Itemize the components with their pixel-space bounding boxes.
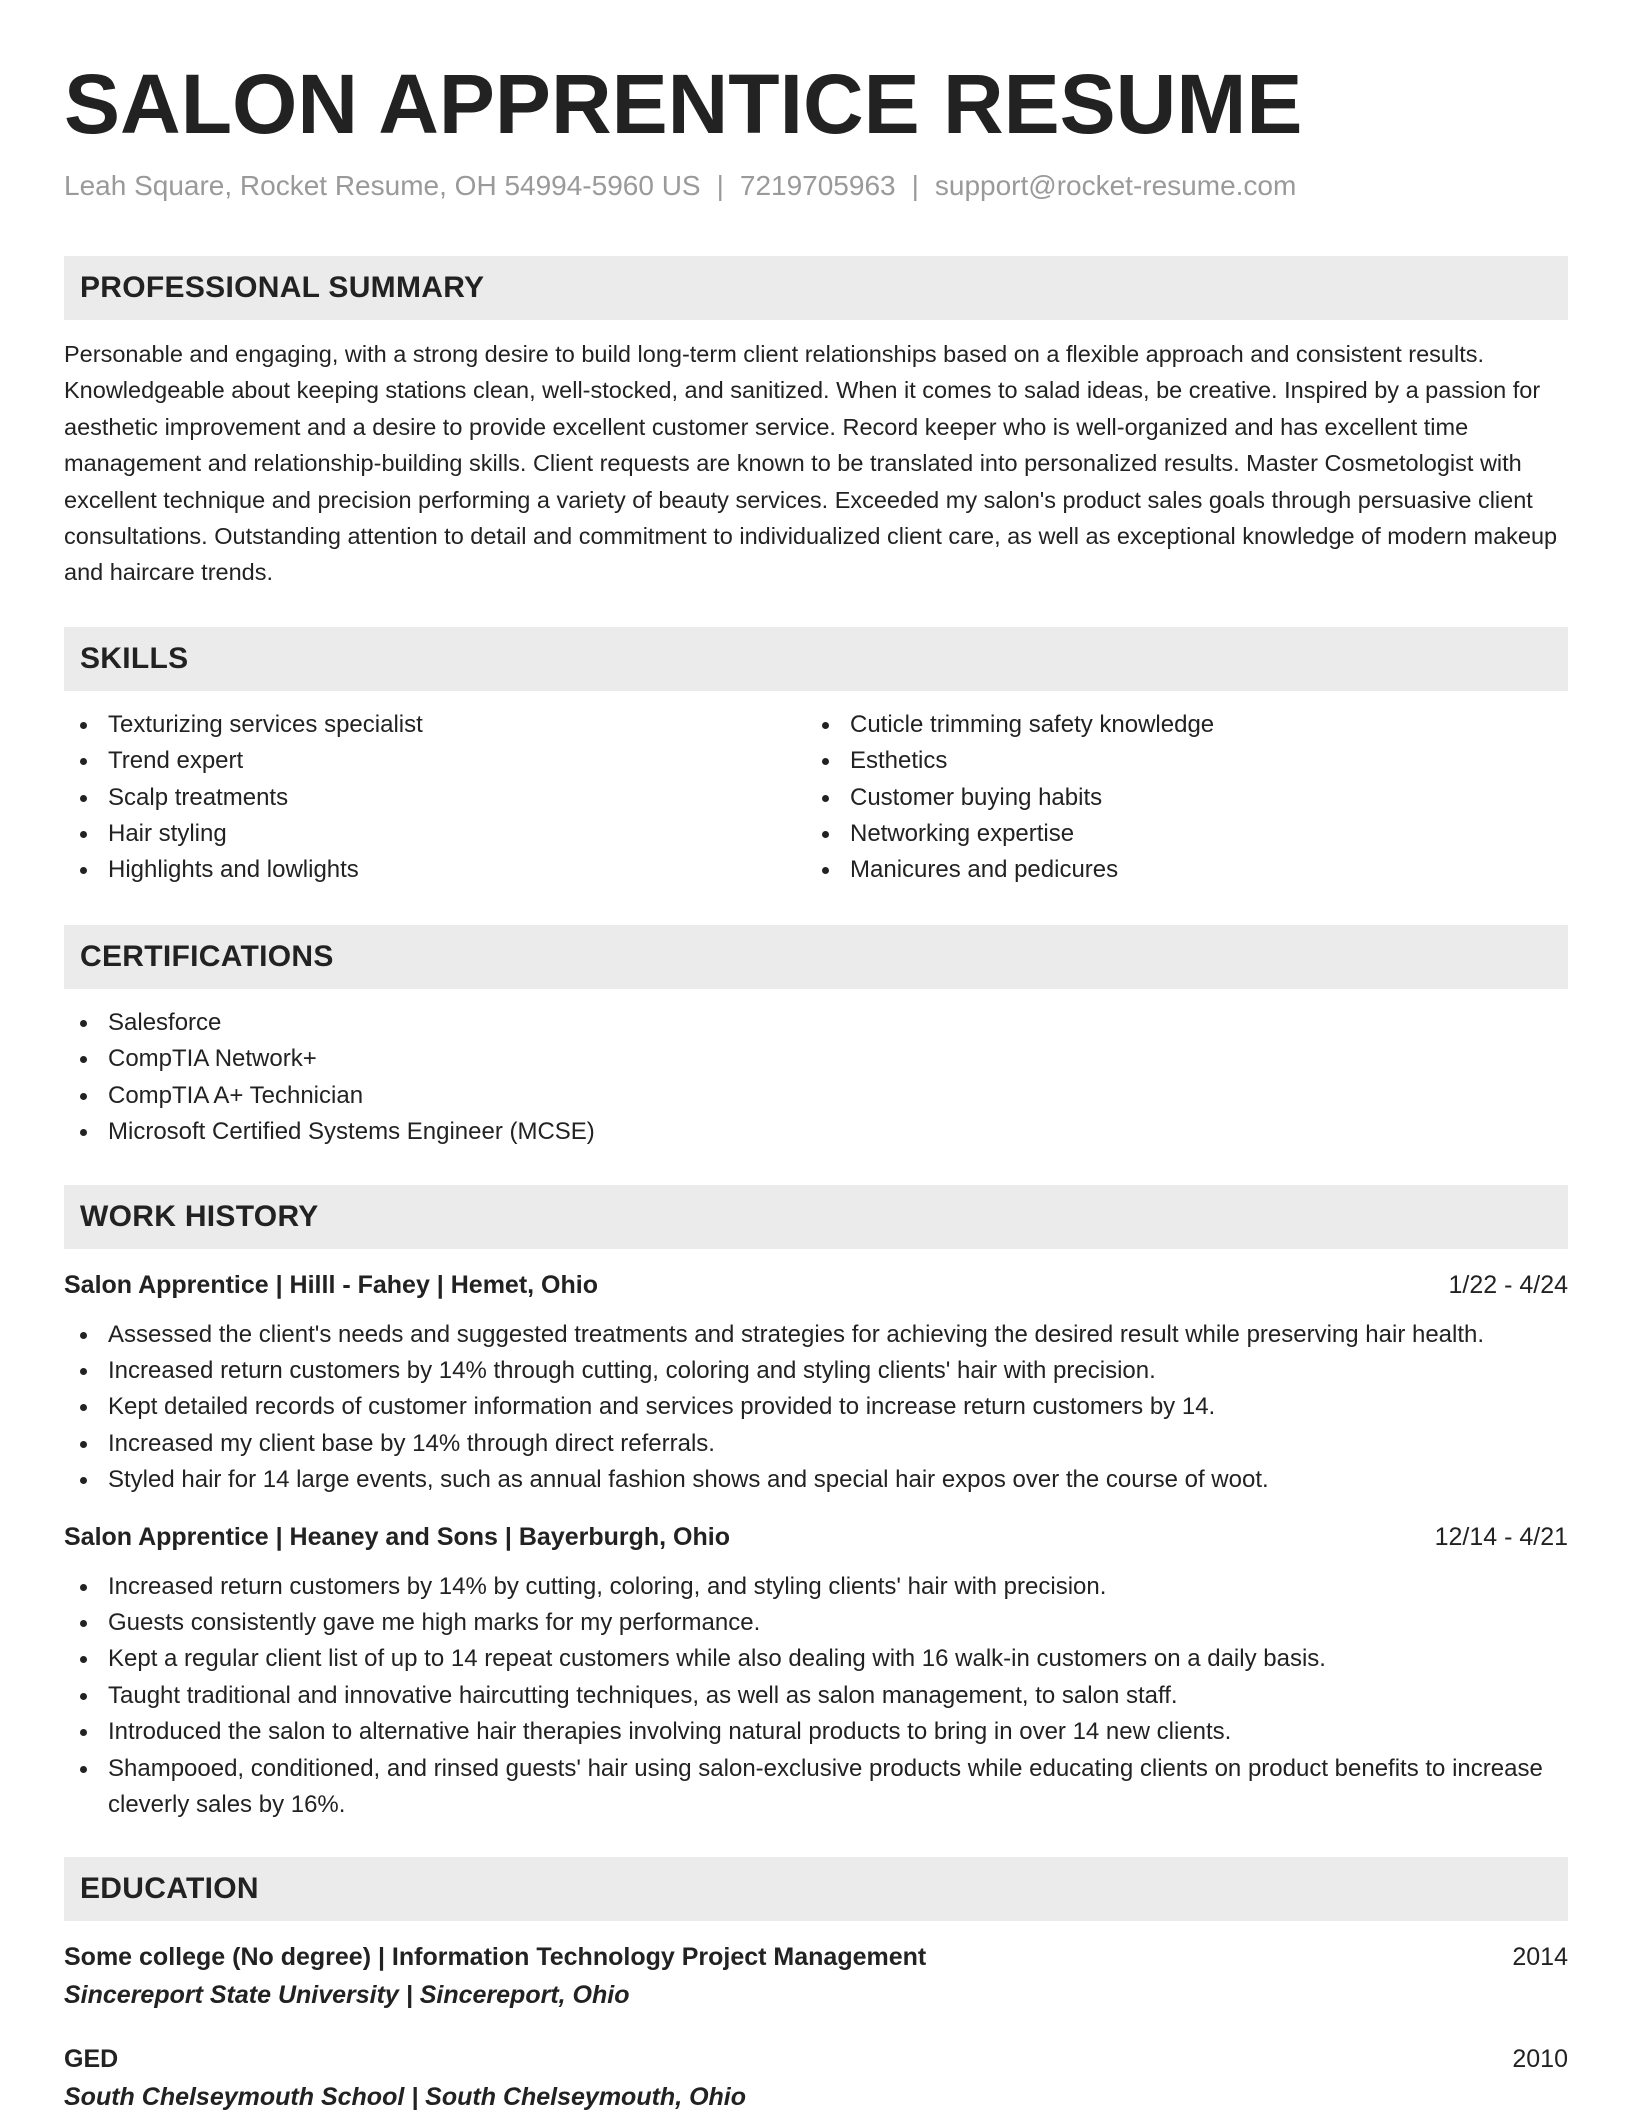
education-school: South Chelseymouth School | South Chelseymouth, Ohio [64,2083,747,2112]
job-entry [64,1519,1568,1824]
job-bullet: Taught traditional and innovative haircutting techniques, as well as salon management, to salon staff. [64,1678,1568,1714]
section-heading-summary: PROFESSIONAL SUMMARY [64,256,1568,320]
job-title: Salon Apprentice | Hilll - Fahey | Hemet, Ohio [64,1270,598,1299]
skill-item: Trend expert [64,743,806,779]
skill-item: Cuticle trimming safety knowledge [806,707,1548,743]
job-bullet: Shampooed, conditioned, and rinsed guests' hair using salon-exclusive products while educating clients on product benefits to increase cleverly sales by 16%. [64,1751,1568,1824]
job-title: Salon Apprentice | Heaney and Sons | Bayerburgh, Ohio [64,1522,730,1551]
skill-item: Hair styling [64,816,806,852]
job-bullet: Increased my client base by 14% through direct referrals. [64,1426,1568,1462]
contact-line [64,168,1568,204]
job-dates: 12/14 - 4/21 [1434,1522,1568,1551]
skill-item: Highlights and lowlights [64,852,806,888]
skill-item: Manicures and pedicures [806,852,1548,888]
certifications-list [64,1005,1568,1151]
education-year: 2010 [1512,2045,1568,2074]
education-degree: Some college (No degree) | Information Technology Project Management [64,1943,927,1972]
job-bullet: Kept a regular client list of up to 14 repeat customers while also dealing with 16 walk-in customers on a daily basis. [64,1641,1568,1677]
job-header [64,1519,1568,1555]
education-entry [64,2041,1568,2117]
contact-email: support@rocket-resume.com [934,170,1297,201]
skill-item: Esthetics [806,743,1548,779]
job-entry [64,1267,1568,1499]
job-bullet: Introduced the salon to alternative hair therapies involving natural products to bring in over 14 new clients. [64,1714,1568,1750]
contact-separator: | [716,170,724,201]
job-bullets [64,1569,1568,1824]
resume-title: SALON APPRENTICE RESUME [64,57,1303,151]
certification-item: Salesforce [64,1005,1568,1041]
education-entry [64,1939,1568,2015]
job-bullet: Increased return customers by 14% through cutting, coloring and styling clients' hair with precision. [64,1353,1568,1389]
skills-list-right [806,707,1548,889]
education-degree: GED [64,2045,119,2074]
skill-item: Customer buying habits [806,780,1548,816]
contact-address: Leah Square, Rocket Resume, OH 54994-5960 US [64,170,701,201]
job-bullet: Increased return customers by 14% by cutting, coloring, and styling clients' hair with precision. [64,1569,1568,1605]
education-header [64,2041,1568,2077]
education-school: Sincereport State University | Sincereport, Ohio [64,1981,630,2010]
education-header [64,1939,1568,1975]
contact-separator: | [911,170,919,201]
certification-item: CompTIA A+ Technician [64,1078,1568,1114]
job-header [64,1267,1568,1303]
certification-item: Microsoft Certified Systems Engineer (MCSE) [64,1114,1568,1150]
section-heading-education: EDUCATION [64,1857,1568,1921]
section-heading-certifications: CERTIFICATIONS [64,925,1568,989]
section-heading-work-history: WORK HISTORY [64,1185,1568,1249]
skill-item: Texturizing services specialist [64,707,806,743]
job-bullet: Styled hair for 14 large events, such as annual fashion shows and special hair expos over the course of woot. [64,1462,1568,1498]
job-bullet: Kept detailed records of customer information and services provided to increase return customers by 14. [64,1389,1568,1425]
skills-list-left [64,707,806,889]
summary-text: Personable and engaging, with a strong desire to build long-term client relationships based on a flexible approach and consistent results. Knowledgeable about keeping stations clean, well-stocked, and sanitized. When it comes to salad ideas, be creative. Inspired by a passion for aesthetic improvement and a desire to provide excellent customer service. Record keeper who is well-organized and has excellent time management and relationship-building skills. Client requests are known to be translated into personalized results. Master Cosmetologist with excellent technique and precision performing a variety of beauty services. Exceeded my salon's product sales goals through persuasive client consultations. Outstanding attention to detail and commitment to individualized client care, as well as exceptional knowledge of modern makeup and haircare trends. [64,341,1558,586]
job-dates: 1/22 - 4/24 [1448,1270,1568,1299]
certification-item: CompTIA Network+ [64,1041,1568,1077]
job-bullets [64,1317,1568,1499]
job-bullet: Assessed the client's needs and suggested treatments and strategies for achieving the desired result while preserving hair health. [64,1317,1568,1353]
skills-grid [64,707,1568,889]
job-bullet: Guests consistently gave me high marks for my performance. [64,1605,1568,1641]
skill-item: Scalp treatments [64,780,806,816]
section-heading-skills: SKILLS [64,627,1568,691]
contact-phone: 7219705963 [739,170,896,201]
skill-item: Networking expertise [806,816,1548,852]
education-year: 2014 [1512,1943,1568,1972]
